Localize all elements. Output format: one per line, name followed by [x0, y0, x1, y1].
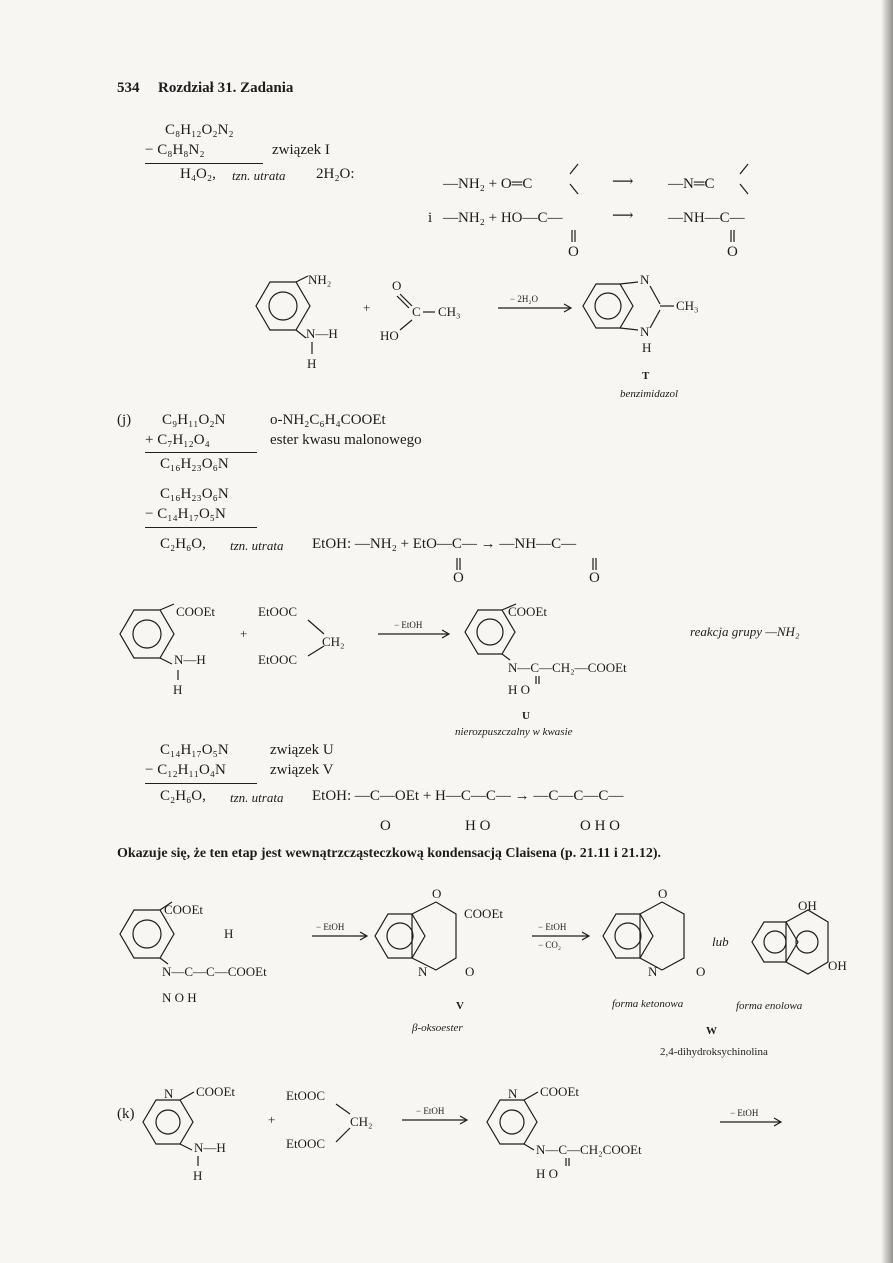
- oxygen-label: O: [589, 570, 600, 586]
- carbon-label: C: [412, 304, 421, 319]
- aromatic-circle: [796, 931, 818, 953]
- pyridine-ring: [487, 1100, 537, 1144]
- ester-label: COOEt: [164, 902, 203, 917]
- nitrogen-label: N: [640, 324, 650, 339]
- hydrogen-label: H: [193, 1168, 203, 1183]
- methyl-label: CH₃: [438, 304, 461, 319]
- substituent-labels: N O H: [162, 990, 197, 1005]
- lactam-ring: [412, 902, 456, 970]
- ester-label: EtOOC: [286, 1088, 325, 1103]
- conclusion-text: Okazuje się, że ten etap jest wewnątrzcząsteczkową kondensacją Claisena (p. 21.11 i 21.12).: [117, 846, 661, 861]
- aromatic-circle: [269, 292, 297, 320]
- product-label: T: [642, 370, 650, 382]
- addition-rule: [145, 452, 257, 453]
- side-note: reakcja grupy —NH₂: [690, 624, 800, 639]
- aromatic-circle: [387, 923, 413, 949]
- ester-label: EtOOC: [286, 1136, 325, 1151]
- product-label: U: [522, 710, 530, 722]
- hydroxyl-label: OH: [798, 898, 817, 913]
- reaction-right: —N═C: [668, 176, 715, 192]
- subtraction-rule: [145, 783, 257, 784]
- oxygen-label: O: [658, 886, 668, 901]
- product-caption: β-oksoester: [412, 1022, 463, 1034]
- hydroxyl-label: OH: [828, 958, 847, 973]
- formula-under: H O: [465, 818, 491, 834]
- benzene-ring: [375, 914, 425, 958]
- reaction-right: —NH—C—: [668, 210, 745, 226]
- hydrogen-label: H: [173, 682, 183, 697]
- chain-label: N—C—C—COOEt: [162, 964, 267, 979]
- aromatic-circle: [156, 1110, 180, 1134]
- reaction-arrow: ⟶: [612, 208, 634, 224]
- ester-label: COOEt: [464, 906, 503, 921]
- formula-line: − C₁₂H₁₁O₄N: [145, 762, 226, 778]
- aromatic-circle: [595, 293, 621, 319]
- benzene-ring: [603, 914, 653, 958]
- formula-comment: tzn. utrata: [232, 168, 286, 183]
- substituent-labels: H O: [536, 1166, 559, 1181]
- formula-reaction: EtOH: —NH₂ + EtO—C— → —NH—C—: [312, 536, 577, 552]
- oxygen-label: O: [432, 886, 442, 901]
- ester-label: COOEt: [176, 604, 215, 619]
- product-label: W: [706, 1025, 717, 1037]
- formula-line: C₉H₁₁O₂N: [162, 412, 226, 428]
- oxygen-label: O: [568, 244, 579, 260]
- formula-comment: tzn. utrata: [230, 538, 284, 553]
- aromatic-circle: [133, 620, 161, 648]
- plus-sign: +: [363, 300, 371, 315]
- oxygen-label: O: [696, 964, 706, 979]
- formula-comment: związek U: [270, 742, 334, 758]
- pyridine-ring: [143, 1100, 193, 1144]
- formula-comment: związek V: [270, 762, 334, 778]
- product-caption: nierozpuszczalny w kwasie: [455, 726, 573, 738]
- oxygen-label: O: [465, 964, 475, 979]
- formula-line: C₈H₁₂O₂N₂: [165, 122, 234, 138]
- methyl-label: CH₃: [676, 298, 699, 313]
- pyridine-ring: [786, 910, 828, 974]
- nitrogen-label: N: [648, 964, 658, 979]
- aromatic-circle: [500, 1110, 524, 1134]
- reaction-left: —NH₂ + HO—C—: [443, 210, 563, 226]
- ester-label: EtOOC: [258, 652, 297, 667]
- ester-label: COOEt: [540, 1084, 579, 1099]
- product-name: benzimidazol: [620, 388, 679, 400]
- reaction-prefix: i: [428, 210, 433, 226]
- formula-line: C₂H₆O,: [160, 788, 206, 804]
- amide-chain: N—C—CH₂COOEt: [536, 1142, 642, 1157]
- subtraction-rule: [145, 527, 257, 528]
- ester-label: COOEt: [508, 604, 547, 619]
- condition-label: − EtOH: [316, 922, 345, 932]
- carbonyl-bonds: [560, 158, 760, 198]
- benzene-ring: [120, 910, 174, 958]
- claisen-scheme: [112, 888, 872, 1058]
- aromatic-circle: [477, 619, 503, 645]
- formula-line: C₁₆H₂₃O₆N: [160, 486, 229, 502]
- formula-line: C₂H₆O,: [160, 536, 206, 552]
- chapter-title: Rozdział 31. Zadania: [158, 80, 294, 96]
- product-caption: forma enolowa: [736, 1000, 803, 1012]
- page-edge-shadow: [881, 0, 893, 1263]
- condition-label: − CO₂: [538, 940, 561, 950]
- formula-line: − C₈H₈N₂: [145, 142, 205, 158]
- methylene-label: CH₂: [322, 634, 345, 649]
- oxygen-label: O: [727, 244, 738, 260]
- nitrogen-label: N: [640, 272, 650, 287]
- section-marker: (j): [117, 412, 132, 428]
- condition-label: − EtOH: [394, 620, 423, 630]
- formula-comment: ester kwasu malonowego: [270, 432, 422, 448]
- nitrogen-label: N: [164, 1086, 174, 1101]
- product-caption: forma ketonowa: [612, 998, 684, 1010]
- nitrogen-label: N: [508, 1086, 518, 1101]
- formula-comment: o-NH₂C₆H₄COOEt: [270, 412, 386, 428]
- plus-sign: +: [268, 1112, 276, 1127]
- scheme-u: [112, 598, 712, 708]
- condition-label: − EtOH: [730, 1108, 759, 1118]
- formula-line: H₄O₂,: [180, 166, 216, 182]
- or-label: lub: [712, 934, 729, 949]
- aromatic-circle: [615, 923, 641, 949]
- hydrogen-label: H: [224, 926, 234, 941]
- condition-label: − EtOH: [538, 922, 567, 932]
- benzene-ring: [120, 610, 174, 658]
- formula-comment: związek I: [272, 142, 330, 158]
- methylene-label: CH₂: [350, 1114, 373, 1129]
- reaction-arrow: ⟶: [612, 174, 634, 190]
- scheme-k: [140, 1080, 800, 1190]
- formula-line: + C₇H₁₂O₄: [145, 432, 210, 448]
- formula-loss: 2H₂O:: [316, 166, 355, 182]
- reaction-left: —NH₂ + O═C: [443, 176, 533, 192]
- benzene-ring: [256, 282, 310, 330]
- ester-label: EtOOC: [258, 604, 297, 619]
- formula-under: O: [380, 818, 391, 834]
- substituent-labels: H O: [508, 682, 531, 697]
- amine-label: N—H: [306, 326, 338, 341]
- hydrogen-label: H: [642, 340, 652, 355]
- product-label: V: [456, 1000, 464, 1012]
- page-number: 534: [117, 80, 140, 96]
- formula-line: C₁₄H₁₇O₅N: [160, 742, 229, 758]
- nitrogen-label: N: [418, 964, 428, 979]
- section-marker: (k): [117, 1106, 135, 1122]
- subtraction-rule: [145, 163, 263, 164]
- amine-label: N—H: [194, 1140, 226, 1155]
- plus-sign: +: [240, 626, 248, 641]
- amide-chain: N—C—CH₂—COOEt: [508, 660, 627, 675]
- benzene-ring: [583, 284, 633, 328]
- oxygen-label: O: [453, 570, 464, 586]
- condition-label: − EtOH: [416, 1106, 445, 1116]
- product-name: 2,4-dihydroksychinolina: [660, 1046, 768, 1058]
- amine-label: NH₂: [308, 272, 332, 287]
- benzimidazole-scheme: [240, 272, 720, 382]
- hydrogen-label: H: [307, 356, 317, 371]
- formula-reaction: EtOH: —C—OEt + H—C—C— → —C—C—C—: [312, 788, 624, 804]
- benzene-ring: [752, 922, 798, 962]
- ester-label: COOEt: [196, 1084, 235, 1099]
- condition-label: − 2H₂O: [510, 294, 538, 304]
- formula-line: − C₁₄H₁₇O₅N: [145, 506, 226, 522]
- hydroxyl-label: HO: [380, 328, 399, 343]
- oxygen-label: O: [392, 278, 402, 293]
- formula-comment: tzn. utrata: [230, 790, 284, 805]
- lactam-ring: [640, 902, 684, 970]
- aromatic-circle: [764, 931, 786, 953]
- formula-line: C₁₆H₂₃O₆N: [160, 456, 229, 472]
- formula-under: O H O: [580, 818, 620, 834]
- aromatic-circle: [133, 920, 161, 948]
- amine-label: N—H: [174, 652, 206, 667]
